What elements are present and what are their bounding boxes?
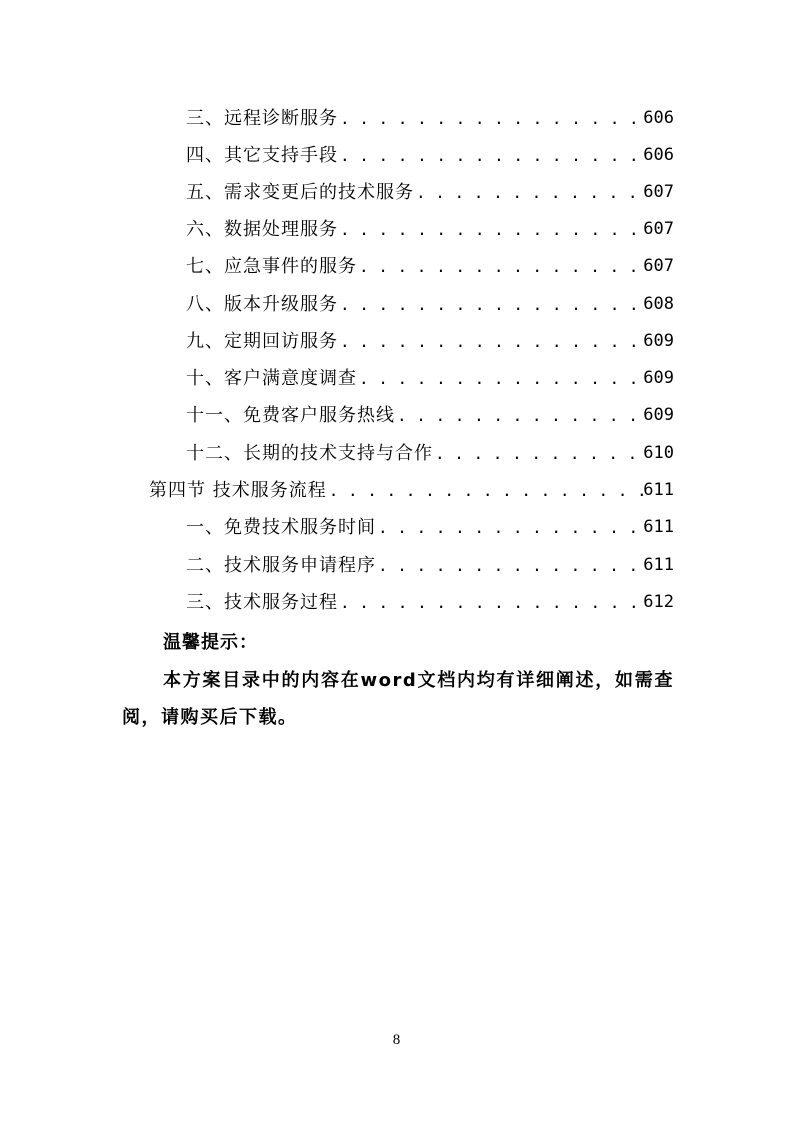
toc-entry-label: 一、免费技术服务时间 [186,517,376,538]
toc-leader-dots [338,137,643,174]
toc-leader-dots [338,100,643,137]
toc-entry-label: 四、其它支持手段 [186,145,338,166]
toc-leader-dots [338,286,643,323]
toc-entry[interactable] [186,397,674,434]
toc-entry[interactable] [186,547,674,584]
toc-entry-page: 608 [643,294,674,314]
toc-entry-page: 609 [643,331,674,351]
toc-leader-dots [338,323,643,360]
toc-entry-label: 九、定期回访服务 [186,331,338,352]
toc-leader-dots [414,174,643,211]
tip-body: 本方案目录中的内容在word文档内均有详细阐述，如需查阅，请购买后下载。 [122,670,674,728]
toc-entry-label: 第四节 技术服务流程 [149,480,327,501]
toc-leader-dots [327,472,644,509]
toc-entry[interactable] [186,174,674,211]
toc-entry[interactable] [186,137,674,174]
toc-leader-dots [357,248,643,285]
toc-entry-label: 十、客户满意度调查 [186,368,357,389]
toc-leader-dots [395,397,643,434]
toc-entry-label: 八、版本升级服务 [186,294,338,315]
toc-entry-page: 611 [643,480,674,500]
toc-entry-page: 607 [643,182,674,202]
toc-entry-label: 六、数据处理服务 [186,219,338,240]
toc-entry-page: 607 [643,256,674,276]
toc-entry-label: 七、应急事件的服务 [186,256,357,277]
toc-entry-page: 606 [643,145,674,165]
toc-entry[interactable] [186,360,674,397]
toc-entry-page: 611 [643,555,674,575]
toc-entry[interactable] [186,509,674,546]
toc-entry[interactable] [186,584,674,621]
toc-leader-dots [338,584,643,621]
toc-entry-page: 606 [643,108,674,128]
toc-entry-page: 607 [643,219,674,239]
toc-section-entry[interactable] [149,472,674,509]
toc-entry[interactable] [186,100,674,137]
toc-entry-page: 609 [643,405,674,425]
toc-leader-dots [376,547,643,584]
toc-leader-dots [433,435,643,472]
toc-entry[interactable] [186,286,674,323]
toc-entry-label: 五、需求变更后的技术服务 [186,182,414,203]
toc-entry[interactable] [186,323,674,360]
toc-entry-page: 611 [643,517,674,537]
toc-leader-dots [338,211,643,248]
toc-entry-page: 612 [643,592,674,612]
toc-entry-page: 610 [643,443,674,463]
toc-entry-label: 十一、免费客户服务热线 [186,405,395,426]
toc-entry[interactable] [186,248,674,285]
toc-leader-dots [357,360,643,397]
toc-entry-label: 三、技术服务过程 [186,592,338,613]
toc-entry-label: 十二、长期的技术支持与合作 [186,443,433,464]
toc-entry-label: 二、技术服务申请程序 [186,555,376,576]
page-number: 8 [392,1032,401,1048]
tip-title: 温馨提示： [163,632,258,653]
toc-entry-page: 609 [643,368,674,388]
toc-entry[interactable] [186,211,674,248]
toc-entry[interactable] [186,435,674,472]
toc-entry-label: 三、远程诊断服务 [186,108,338,129]
toc-leader-dots [376,509,643,546]
